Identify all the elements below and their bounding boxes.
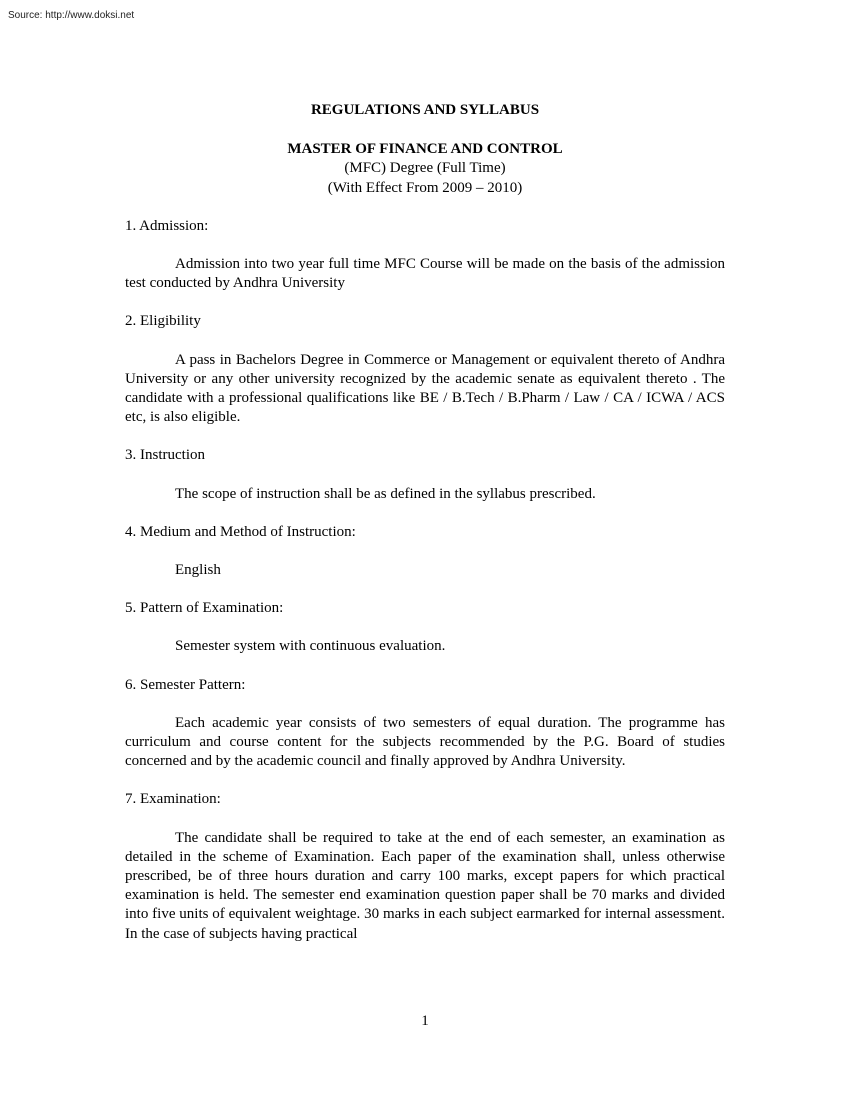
section-heading-instruction: 3. Instruction xyxy=(125,447,205,464)
section-text-pattern: Semester system with continuous evaluation. xyxy=(175,638,446,655)
program-title-block xyxy=(125,140,725,198)
section-text-instruction: The scope of instruction shall be as defined in the syllabus prescribed. xyxy=(175,485,596,502)
section-heading-examination: 7. Examination: xyxy=(125,791,221,808)
section-text-eligibility: A pass in Bachelors Degree in Commerce or Management or equivalent thereto of Andhra University or any other university recognized by the academic senate as equivalent thereto . The candidate with a professional qualifications like BE / B.Tech / B.Pharm / Law / CA / ICWA / ACS etc, is also eligible. xyxy=(125,351,725,426)
section-text-medium: English xyxy=(175,562,221,579)
section-heading-medium: 4. Medium and Method of Instruction: xyxy=(125,523,356,540)
section-heading-admission: 1. Admission: xyxy=(125,217,209,234)
section-text-semester: Each academic year consists of two semesters of equal duration. The programme has curriculum and course content for the subjects recommended by the P.G. Board of studies concerned and by the academic council and finally approved by Andhra University. xyxy=(125,714,725,770)
degree-subtitle: (MFC) Degree (Full Time) xyxy=(344,160,506,177)
section-text-admission: Admission into two year full time MFC Course will be made on the basis of the admission test conducted by Andhra University xyxy=(125,256,725,292)
section-heading-eligibility: 2. Eligibility xyxy=(125,313,201,330)
section-heading-semester: 6. Semester Pattern: xyxy=(125,676,246,693)
document-title: REGULATIONS AND SYLLABUS xyxy=(310,102,540,118)
document-body xyxy=(125,101,725,944)
section-heading-pattern: 5. Pattern of Examination: xyxy=(125,600,284,617)
program-title: MASTER OF FINANCE AND CONTROL xyxy=(287,141,563,158)
effect-subtitle: (With Effect From 2009 – 2010) xyxy=(327,179,523,196)
section-text-examination: The candidate shall be required to take at the end of each semester, an examination as detailed in the scheme of Examination. Each paper of the examination shall, unless otherwise prescribed, be of three hours duration and carry 100 marks, except papers for which practical examination is held. The semester end examination question paper shall be 70 marks and divided into five units of equivalent weightage. 30 marks in each subject earmarked for internal assessment. In the case of subjects having practical xyxy=(125,829,725,942)
source-url-label: Source: http://www.doksi.net xyxy=(8,10,135,21)
page-number: 1 xyxy=(421,1013,429,1029)
